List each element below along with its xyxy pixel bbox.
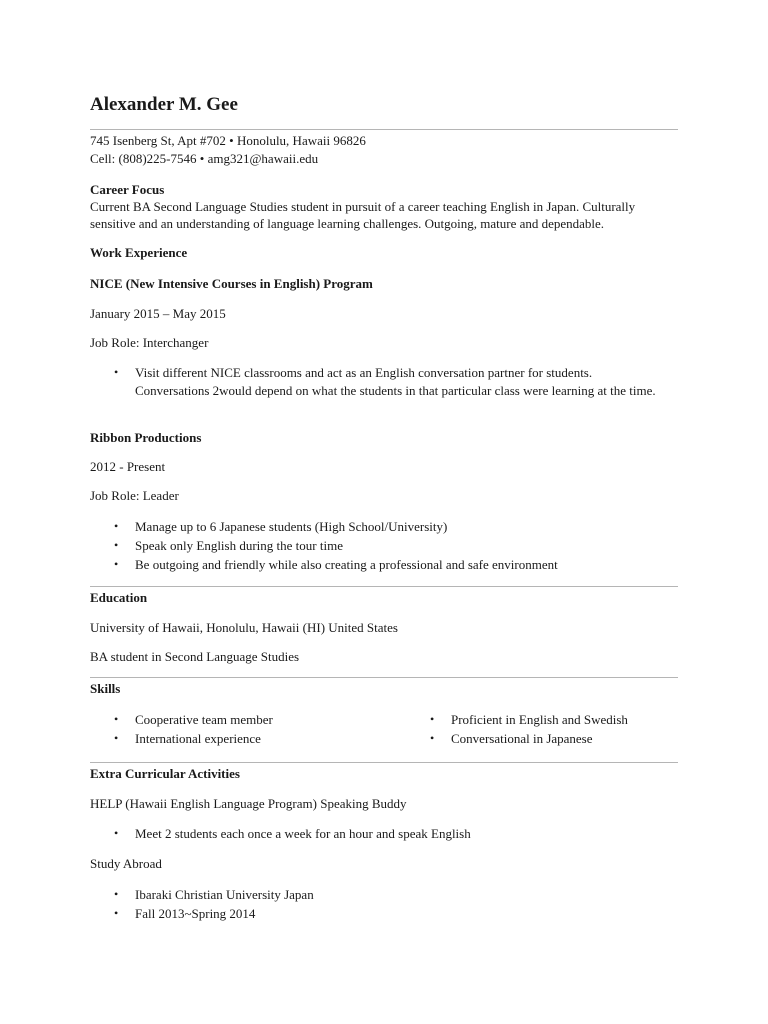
bullet-icon: • <box>430 731 435 745</box>
job-bullets <box>90 517 558 574</box>
bullet-text: Fall 2013~Spring 2014 <box>135 906 256 921</box>
section-divider <box>90 586 678 587</box>
list-item <box>90 729 273 748</box>
list-item <box>406 710 628 729</box>
list-item <box>90 555 558 574</box>
bullet-icon: • <box>114 365 119 379</box>
list-item <box>90 824 471 843</box>
career-focus-text: Current BA Second Language Studies student in pursuit of a career teaching English in Japan. Culturally sensitive and an understanding of language learning challenges. Outgoing, mature and dependable. <box>90 199 636 231</box>
bullet-text: Speak only English during the tour time <box>135 538 343 553</box>
list-item <box>90 885 314 904</box>
skill-text: International experience <box>135 731 261 746</box>
education-school: University of Hawaii, Honolulu, Hawaii (HI) United States <box>90 620 398 635</box>
education-heading: Education <box>90 590 148 605</box>
bullet-icon: • <box>430 712 435 726</box>
skill-text: Conversational in Japanese <box>451 731 593 746</box>
list-item <box>406 729 628 748</box>
job-role: Job Role: Interchanger <box>90 335 209 350</box>
activity-title: HELP (Hawaii English Language Program) Speaking Buddy <box>90 796 407 811</box>
list-item <box>90 710 273 729</box>
skills-heading: Skills <box>90 681 121 696</box>
bullet-icon: • <box>114 712 119 726</box>
job-dates: January 2015 – May 2015 <box>90 306 226 321</box>
bullet-text: Ibaraki Christian University Japan <box>135 887 314 902</box>
resume-name: Alexander M. Gee <box>90 94 238 115</box>
job-employer: NICE (New Intensive Courses in English) Program <box>90 276 373 291</box>
header-divider <box>90 129 678 130</box>
section-divider <box>90 677 678 678</box>
education-degree: BA student in Second Language Studies <box>90 649 300 664</box>
extracurricular-heading: Extra Curricular Activities <box>90 766 240 781</box>
job-dates: 2012 - Present <box>90 459 166 474</box>
bullet-icon: • <box>114 826 119 840</box>
list-item <box>90 536 558 555</box>
job-role: Job Role: Leader <box>90 488 179 503</box>
activity-bullets <box>90 885 314 923</box>
contact-phone-email: Cell: (808)225-7546 • amg321@hawaii.edu <box>90 151 319 166</box>
activity-title: Study Abroad <box>90 856 162 871</box>
skill-text: Cooperative team member <box>135 712 273 727</box>
work-experience-heading: Work Experience <box>90 245 188 260</box>
job-employer: Ribbon Productions <box>90 430 202 445</box>
bullet-icon: • <box>114 906 119 920</box>
skill-text: Proficient in English and Swedish <box>451 712 628 727</box>
job-bullets <box>90 364 660 399</box>
bullet-text: Manage up to 6 Japanese students (High School/University) <box>135 519 448 534</box>
activity-bullets <box>90 824 471 843</box>
section-divider <box>90 762 678 763</box>
bullet-icon: • <box>114 538 119 552</box>
career-focus-heading: Career Focus <box>90 182 165 197</box>
bullet-icon: • <box>114 557 119 571</box>
bullet-text: Be outgoing and friendly while also creating a professional and safe environment <box>135 557 558 572</box>
skills-right-list <box>406 710 628 748</box>
bullet-icon: • <box>114 519 119 533</box>
skills-left-list <box>90 710 273 748</box>
list-item <box>90 517 558 536</box>
list-item <box>90 904 314 923</box>
contact-address: 745 Isenberg St, Apt #702 • Honolulu, Hawaii 96826 <box>90 133 366 148</box>
bullet-text: Meet 2 students each once a week for an hour and speak English <box>135 826 471 841</box>
bullet-icon: • <box>114 887 119 901</box>
bullet-icon: • <box>114 731 119 745</box>
list-item <box>90 364 660 399</box>
bullet-text: Visit different NICE classrooms and act as an English conversation partner for students. Conversations 2would depend on what the students in that particular class were learning at the time. <box>135 365 656 398</box>
